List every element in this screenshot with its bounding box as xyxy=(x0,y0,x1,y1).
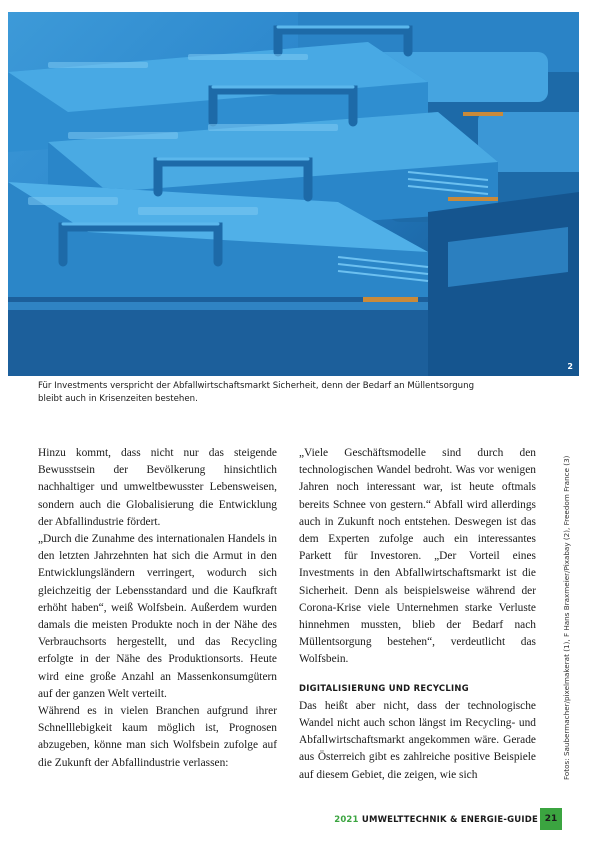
paragraph: Hinzu kommt, dass nicht nur das steigende Bewusstsein der Bevölkerung hinsichtlich nachhaltiger und umweltbewusster Lebensweisen, sondern auch die Globalisierung die Entwicklung der Abfallindustrie fördert. xyxy=(38,447,277,528)
section-subheading: DIGITALISIERUNG UND RECYCLING xyxy=(299,682,469,693)
paragraph: Das heißt aber nicht, dass der technologische Wandel nicht auch schon längst im Recycling- und Abfallwirtschaftsmarkt angekommen wäre. Gerade aus Österreich gibt es zahlreiche positive Beispiele auf diesem Gebiet, die zeigen, wie sich xyxy=(299,699,536,781)
paragraph: Während es in vielen Branchen aufgrund ihrer Schnelllebigkeit kaum möglich ist, Prognosen abzugeben, könne man sich Wolfsbein zufolge auf die Zukunft der Abfallindustrie verlassen: xyxy=(38,705,277,769)
caption-line-1: Für Investments verspricht der Abfallwirtschaftsmarkt Sicherheit, denn der Bedarf an Müllentsorgung xyxy=(38,381,475,391)
footer-year: 2021 xyxy=(334,815,359,825)
photo-caption xyxy=(38,380,538,406)
paragraph: „Durch die Zunahme des internationalen Handels in den letzten Jahrzehnten hat sich die Armut in den Entwicklungsländern verringert, wodurch sich gleichzeitig der Lebensstandard und die Kaufkraft erhöht haben“, weiß Wolfsbein. Außerdem wurden damals die meisten Produkte noch in der Nähe des Verbrauchsorts hergestellt, und das Recycling erfolgte in der Nähe des Produktionsorts. Heute wird eine große Anzahl an Massenkonsumgütern auf der ganzen Welt verteilt. xyxy=(38,533,277,700)
footer-title: UMWELTTECHNIK & ENERGIE-GUIDE xyxy=(361,815,538,825)
page-number-badge: 21 xyxy=(540,808,562,830)
blue-waste-bins-illustration xyxy=(8,12,579,376)
paragraph: „Viele Geschäftsmodelle sind durch den technologischen Wandel bedroht. Was vor wenigen Jahren noch interessant war, ist heute oftmals bereits Schnee von gestern.“ Abfall wird allerdings auch in Zukunft noch entstehen. Deswegen ist das dem Experten zufolge auch ein interessantes Parkett für Investoren. „Der Vorteil eines Investments in den Abfallwirtschaftsmarkt ist die Sicherheit. Denn als beispielsweise während der Corona-Krise viele Unternehmen starke Verluste hinnehmen mussten, blieb der Bedarf nach Müllentsorgung bestehen“, verdeutlicht das Wolfsbein. xyxy=(299,447,536,666)
photo-number: 2 xyxy=(567,362,573,371)
caption-line-2: bleibt auch in Krisenzeiten bestehen. xyxy=(38,394,198,404)
article-left-column xyxy=(38,445,277,772)
photo-credits: Fotos: Saubermacher/pixelmakerat (1), F Hans Braxmeier/Pixabay (2), Freedom France (3) xyxy=(562,455,571,780)
waste-bins-photo xyxy=(8,12,579,376)
article-right-column xyxy=(299,445,536,784)
publication-footer xyxy=(334,815,538,825)
